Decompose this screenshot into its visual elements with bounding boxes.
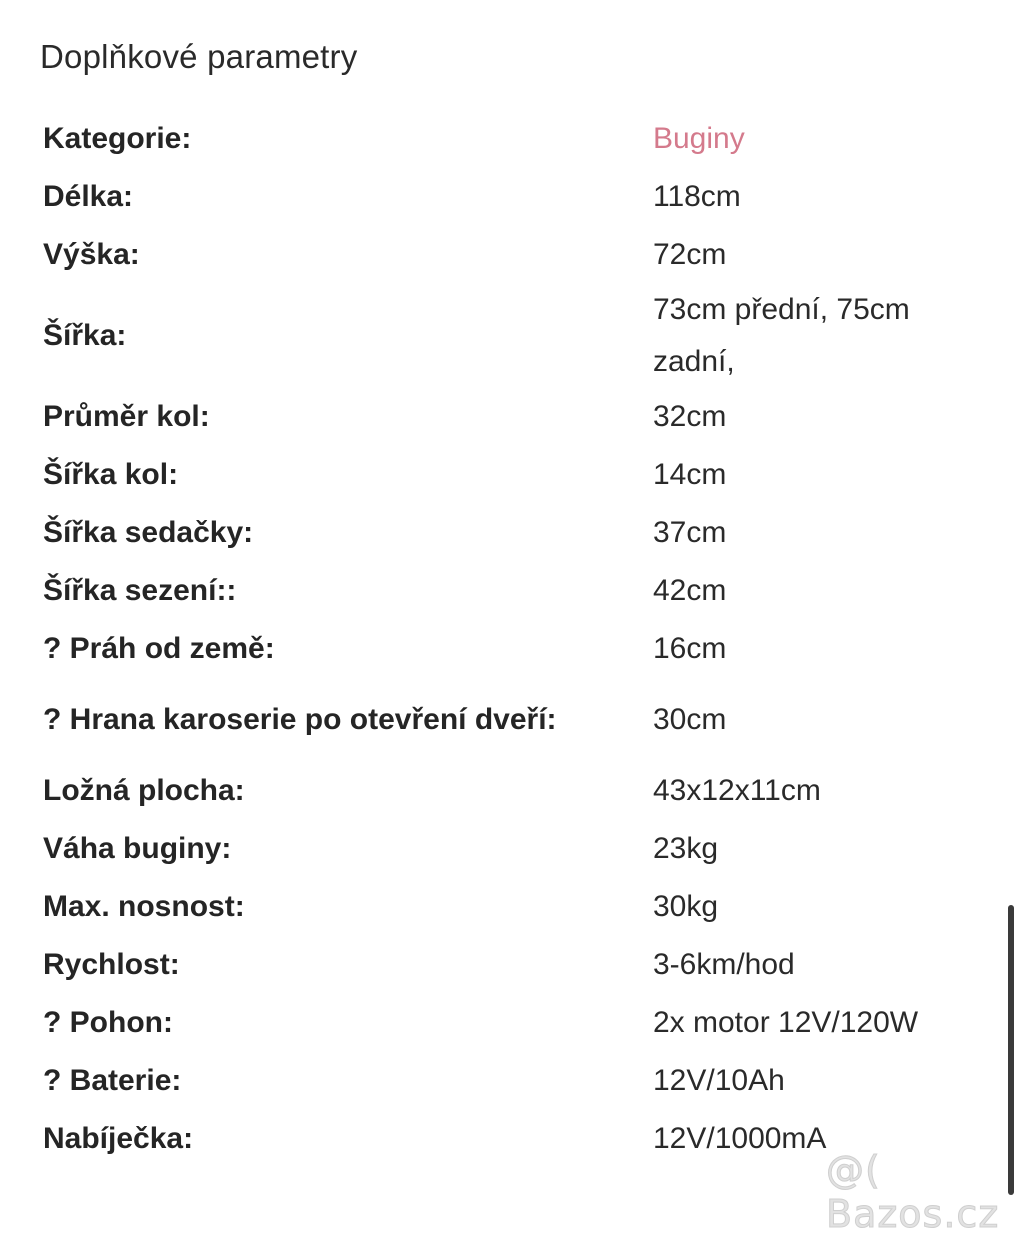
param-label: Výška: xyxy=(43,238,140,271)
param-value: 3-6km/hod xyxy=(652,948,795,981)
param-value: 14cm xyxy=(652,458,727,491)
param-value: 72cm xyxy=(652,238,727,271)
param-label: Šířka: xyxy=(43,319,127,352)
watermark-logo: @( Bazos.cz xyxy=(826,1148,1000,1236)
table-row xyxy=(43,936,943,994)
param-label: Šířka sedačky: xyxy=(43,516,254,549)
table-row xyxy=(43,388,943,446)
param-value: 118cm xyxy=(652,180,741,213)
param-label: Max. nosnost: xyxy=(43,890,245,923)
param-value: 2x motor 12V/120W xyxy=(652,1006,919,1039)
param-value: 12V/10Ah xyxy=(652,1064,785,1097)
param-label: Váha buginy: xyxy=(43,832,232,865)
param-value: 37cm xyxy=(652,516,727,549)
param-value: 43x12x11cm xyxy=(652,774,821,807)
category-link[interactable]: Buginy xyxy=(652,122,745,155)
param-label: ? Práh od země: xyxy=(43,632,275,665)
table-row xyxy=(43,994,943,1052)
parameters-table xyxy=(43,110,943,1168)
param-label: Průměr kol: xyxy=(43,400,210,433)
param-label: ? Hrana karoserie po otevření dveří: xyxy=(43,703,557,736)
param-label: Délka: xyxy=(43,180,134,213)
param-value: 30cm xyxy=(652,703,727,736)
param-value: 30kg xyxy=(652,890,719,923)
section-title: Doplňkové parametry xyxy=(40,38,358,75)
param-value: 16cm xyxy=(652,632,727,665)
table-row xyxy=(43,1052,943,1110)
param-label: Kategorie: xyxy=(43,122,192,155)
table-row xyxy=(43,620,943,678)
param-value: 12V/1000mA xyxy=(652,1122,827,1155)
table-row xyxy=(43,110,943,168)
param-label: Nabíječka: xyxy=(43,1122,194,1155)
table-row xyxy=(43,1110,943,1168)
param-label: Šířka sezení:: xyxy=(43,574,237,607)
param-value: 42cm xyxy=(652,574,727,607)
param-label: ? Baterie: xyxy=(43,1064,182,1097)
table-row xyxy=(43,878,943,936)
param-label: Šířka kol: xyxy=(43,458,179,491)
param-label: ? Pohon: xyxy=(43,1006,173,1039)
table-row xyxy=(43,678,943,762)
table-row xyxy=(43,446,943,504)
table-row xyxy=(43,562,943,620)
table-row xyxy=(43,226,943,284)
table-row xyxy=(43,168,943,226)
param-value: 73cm přední, 75cm zadní, xyxy=(652,293,910,378)
table-row xyxy=(43,820,943,878)
param-value: 32cm xyxy=(652,400,727,433)
param-label: Rychlost: xyxy=(43,948,180,981)
table-row xyxy=(43,284,943,388)
table-row xyxy=(43,762,943,820)
param-value: 23kg xyxy=(652,832,719,865)
param-label: Ložná plocha: xyxy=(43,774,245,807)
table-row xyxy=(43,504,943,562)
